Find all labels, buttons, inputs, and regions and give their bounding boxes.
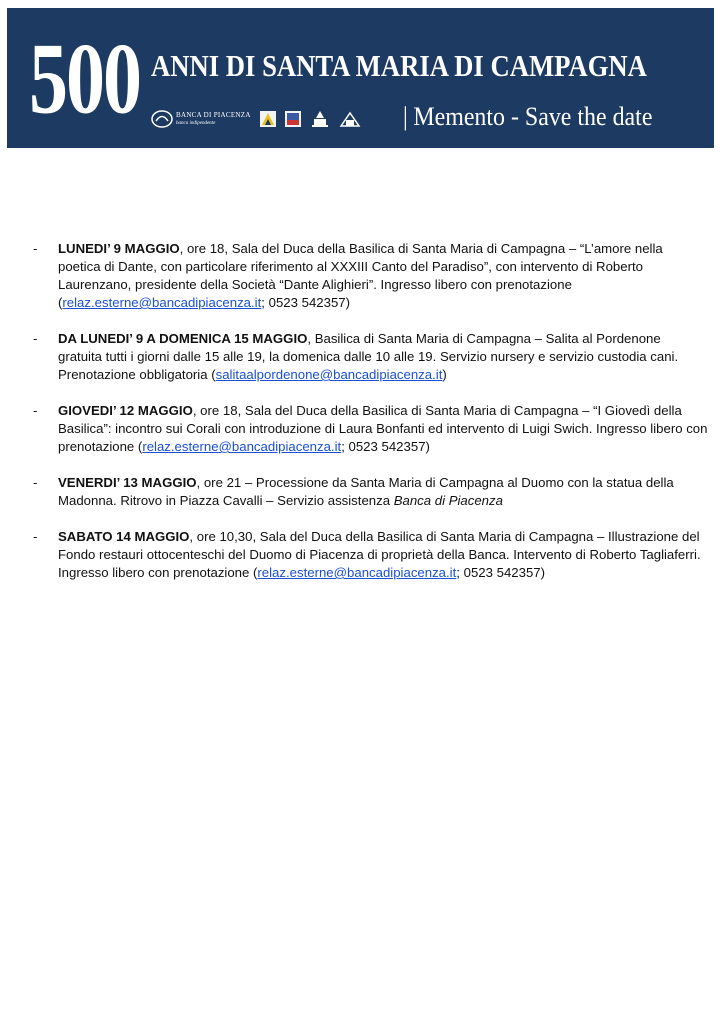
event-description [58,240,708,312]
event-description [58,330,708,384]
subtitle-text: Memento - Save the date [413,102,653,131]
list-dash: - [33,475,38,490]
banner-title: ANNI DI SANTA MARIA DI CAMPAGNA [151,48,647,83]
sponsor-logos [151,106,361,132]
event-date: GIOVEDI’ 12 MAGGIO [58,403,193,418]
sponsor-logo-1-icon [260,111,276,127]
list-dash: - [33,403,38,418]
bank-logo [151,109,251,129]
event-item [33,240,708,312]
email-link[interactable]: relaz.esterne@bancadipiacenza.it [257,565,457,580]
event-list [33,240,708,600]
email-link[interactable]: relaz.esterne@bancadipiacenza.it [142,439,342,454]
banner-number: 500 [29,21,140,135]
event-item [33,528,708,582]
sponsor-logo-2-icon [285,111,301,127]
event-item [33,402,708,456]
sponsor-logo-4-icon [339,110,361,128]
event-item [33,474,708,510]
event-date: DA LUNEDI’ 9 A DOMENICA 15 MAGGIO [58,331,308,346]
event-text: , ore 18, Sala del Duca della Basilica di Santa Maria di Campagna – “L’amore nella poetica di Dante, con particolare riferimento al XXXIII Canto del Paradiso”, con intervento di Roberto Laurenzano, presidente della Società “Dante Alighieri”. Ingresso libero con prenotazione ( [58,241,663,310]
bank-logo-name: BANCA DI PIACENZA [176,111,251,119]
event-text-end: ; 0523 542357) [456,565,546,580]
sponsor-logo-3-icon [310,110,330,128]
email-link[interactable]: salitaalpordenone@bancadipiacenza.it [215,367,443,382]
list-dash: - [33,529,38,544]
subtitle-separator: | [403,102,408,131]
event-text-end: ) [442,367,447,382]
event-text-end: ; 0523 542357) [341,439,430,454]
event-text-end: ; 0523 542357) [261,295,351,310]
bank-logo-icon [151,109,173,129]
list-dash: - [33,331,38,346]
event-description [58,402,708,456]
event-date: VENERDI’ 13 MAGGIO [58,475,197,490]
banner-subtitle [403,104,652,130]
event-text: , ore 10,30, Sala del Duca della Basilica di Santa Maria di Campagna – Illustrazione del Fondo restauri ottocenteschi del Duomo di Piacenza di proprietà della Banca. Intervento di Roberto Tagliaferri. Ingresso libero con prenotazione ( [58,529,701,580]
email-link[interactable]: relaz.esterne@bancadipiacenza.it [62,295,262,310]
event-date: SABATO 14 MAGGIO [58,529,190,544]
bank-logo-tagline: banca indipendente [176,121,216,126]
header-banner [7,8,714,148]
event-text: , Basilica di Santa Maria di Campagna – Salita al Pordenone gratuita tutti i giorni dalle 15 alle 19, la domenica dalle 10 alle 19. Servizio nursery e servizio custodia cani. Prenotazione obbligatoria ( [58,331,679,382]
event-text: , ore 21 – Processione da Santa Maria di Campagna al Duomo con la statua della Madonna. Ritrovo in Piazza Cavalli – Servizio assistenza [58,475,674,508]
event-description [58,474,708,510]
list-dash: - [33,241,38,256]
event-text: , ore 18, Sala del Duca della Basilica di Santa Maria di Campagna – “I Giovedì della Basilica”: incontro sui Corali con introduzione di Laura Bonfanti ed intervento di Luigi Swich. Ingresso libero con prenotazione ( [58,403,708,454]
event-description [58,528,708,582]
event-item [33,330,708,384]
event-text-italic: Banca di Piacenza [393,493,503,508]
event-date: LUNEDI’ 9 MAGGIO [58,241,180,256]
